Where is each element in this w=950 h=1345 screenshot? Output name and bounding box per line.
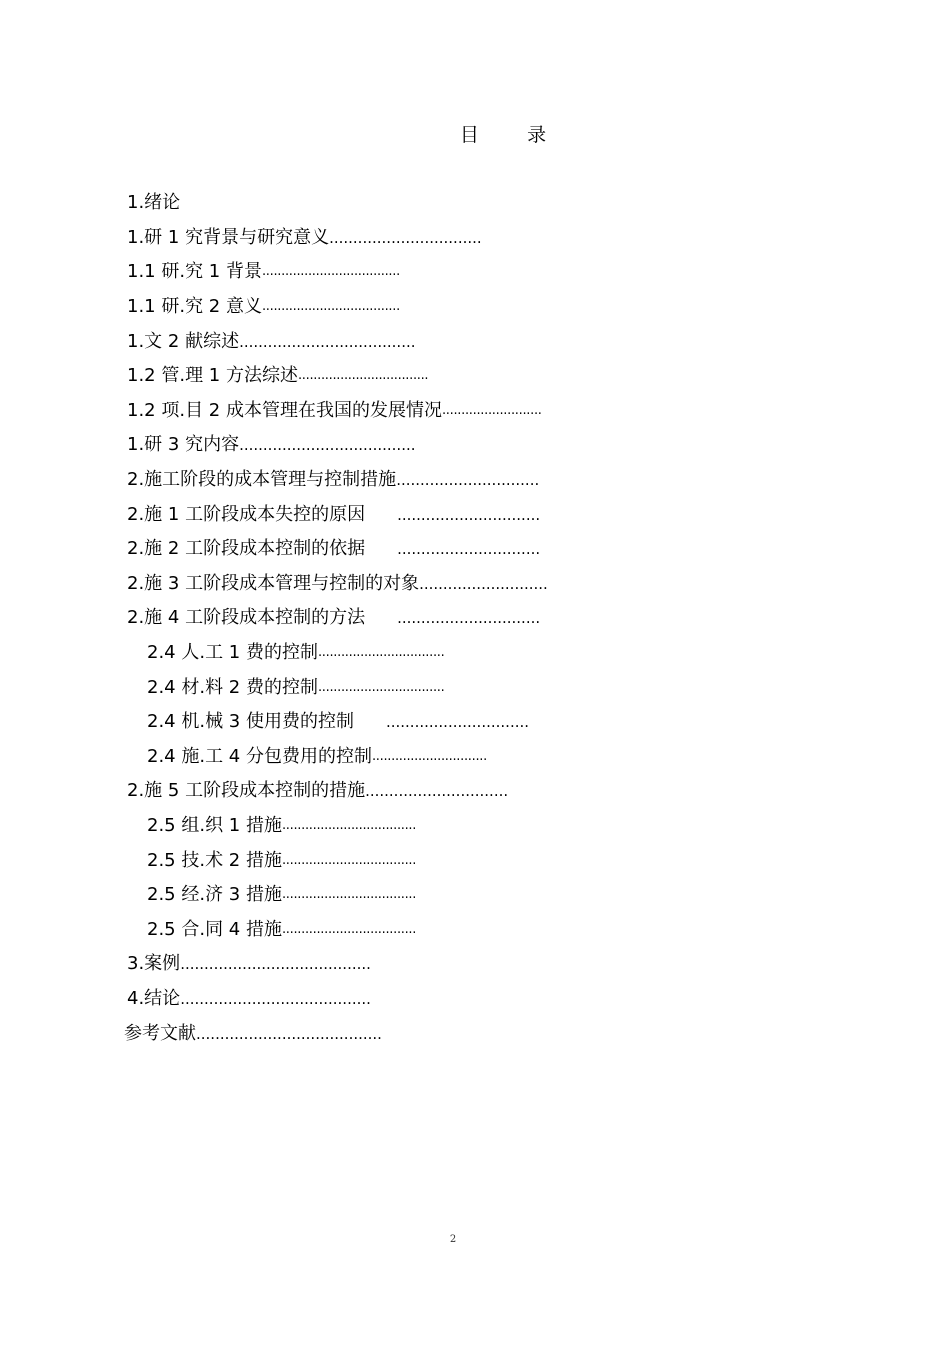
table-of-contents <box>124 186 887 1051</box>
toc-entry-leader: .............................. <box>397 609 541 628</box>
toc-entry-leader: .............................. <box>365 782 509 801</box>
toc-entry-label: 2.5 合.同 4 措施 <box>147 918 282 940</box>
toc-entry[interactable] <box>127 601 887 636</box>
toc-entry-leader: .............................. <box>397 505 541 524</box>
toc-entry-leader: .................................... <box>261 299 400 315</box>
toc-entry-label: 2.5 经.济 3 措施 <box>147 884 282 906</box>
toc-entry-leader: .................................. <box>297 368 429 384</box>
toc-entry-label: 1.1 研.究 2 意义 <box>127 296 262 318</box>
toc-entry-leader: ................................ <box>329 228 482 247</box>
toc-entry[interactable] <box>127 843 887 878</box>
toc-entry[interactable] <box>127 359 887 394</box>
toc-entry[interactable] <box>127 290 887 325</box>
page-number: 2 <box>449 1234 457 1245</box>
toc-entry[interactable] <box>127 809 887 844</box>
toc-entry-label: 1.研 3 究内容 <box>127 434 240 456</box>
toc-entry-label: 1.1 研.究 1 背景 <box>127 261 262 283</box>
toc-entry[interactable] <box>127 670 887 705</box>
toc-entry-label: 2.5 组.织 1 措施 <box>147 814 282 836</box>
toc-entry-label: 2.4 机.械 3 使用费的控制 <box>147 711 354 733</box>
toc-entry-label: 2.施 2 工阶段成本控制的依据 <box>127 538 366 560</box>
toc-entry-label: 1.研 1 究背景与研究意义 <box>127 226 330 248</box>
toc-entry-leader: .............................. <box>371 748 487 764</box>
toc-entry[interactable] <box>127 912 887 947</box>
toc-entry[interactable] <box>127 567 887 602</box>
toc-entry-leader: .................................... <box>261 264 400 280</box>
toc-entry-label: 2.4 人.工 1 费的控制 <box>147 642 318 664</box>
toc-entry-label: 2.5 技.术 2 措施 <box>147 849 282 871</box>
toc-entry-label: 参考文献 <box>124 1022 196 1044</box>
toc-entry-leader: ................................. <box>317 645 445 661</box>
toc-entry-leader: ........................................ <box>180 955 371 974</box>
toc-entry[interactable] <box>127 774 887 809</box>
toc-entry-leader: .............................. <box>385 713 530 732</box>
toc-entry[interactable] <box>127 463 887 498</box>
toc-title: 目 录 <box>459 124 547 146</box>
toc-entry[interactable] <box>127 947 887 982</box>
toc-entry-leader: ....................................... <box>196 1024 382 1043</box>
toc-entry[interactable] <box>127 636 887 671</box>
toc-entry-label: 2.施 3 工阶段成本管理与控制的对象 <box>127 572 420 594</box>
toc-entry-leader: ........................... <box>419 574 548 593</box>
toc-entry[interactable] <box>127 497 887 532</box>
toc-entry-leader: ................................. <box>317 679 445 695</box>
toc-entry-leader: .......................... <box>441 402 542 418</box>
toc-entry-leader: ..................................... <box>239 332 416 351</box>
toc-entry[interactable] <box>127 255 887 290</box>
toc-entry-label: 2.施 4 工阶段成本控制的方法 <box>127 607 366 629</box>
toc-entry[interactable] <box>127 532 887 567</box>
toc-entry-label: 1.文 2 献综述 <box>127 330 240 352</box>
toc-entry-label: 3.案例 <box>127 953 181 975</box>
toc-entry-label: 2.施工阶段的成本管理与控制措施 <box>127 469 397 491</box>
toc-entry[interactable] <box>127 428 887 463</box>
toc-entry[interactable] <box>124 1016 887 1051</box>
toc-entry[interactable] <box>127 394 887 429</box>
toc-entry-label: 2.4 材.料 2 费的控制 <box>147 676 318 698</box>
toc-entry-leader: .............................. <box>396 471 540 490</box>
toc-entry-leader: ................................... <box>281 852 417 868</box>
toc-entry[interactable] <box>127 705 887 740</box>
toc-entry-leader: ................................... <box>281 921 417 937</box>
toc-entry-leader: ................................... <box>281 817 417 833</box>
toc-entry-label: 1.2 项.目 2 成本管理在我国的发展情况 <box>127 399 442 421</box>
toc-entry-label: 1.绪论 <box>127 192 181 214</box>
toc-entry[interactable] <box>127 324 887 359</box>
toc-entry[interactable] <box>127 740 887 775</box>
toc-entry-label: 2.4 施.工 4 分包费用的控制 <box>147 745 372 767</box>
toc-entry[interactable] <box>127 186 887 221</box>
toc-entry[interactable] <box>127 878 887 913</box>
toc-entry[interactable] <box>127 221 887 256</box>
toc-entry-label: 2.施 5 工阶段成本控制的措施 <box>127 780 366 802</box>
toc-entry-label: 2.施 1 工阶段成本失控的原因 <box>127 503 366 525</box>
toc-entry-label: 1.2 管.理 1 方法综述 <box>127 365 298 387</box>
toc-entry-leader: ................................... <box>281 887 417 903</box>
toc-entry-leader: ..................................... <box>239 436 416 455</box>
toc-entry[interactable] <box>127 982 887 1017</box>
toc-entry-label: 4.结论 <box>127 987 181 1009</box>
toc-entry-leader: .............................. <box>397 540 541 559</box>
toc-entry-leader: ........................................ <box>180 989 371 1008</box>
